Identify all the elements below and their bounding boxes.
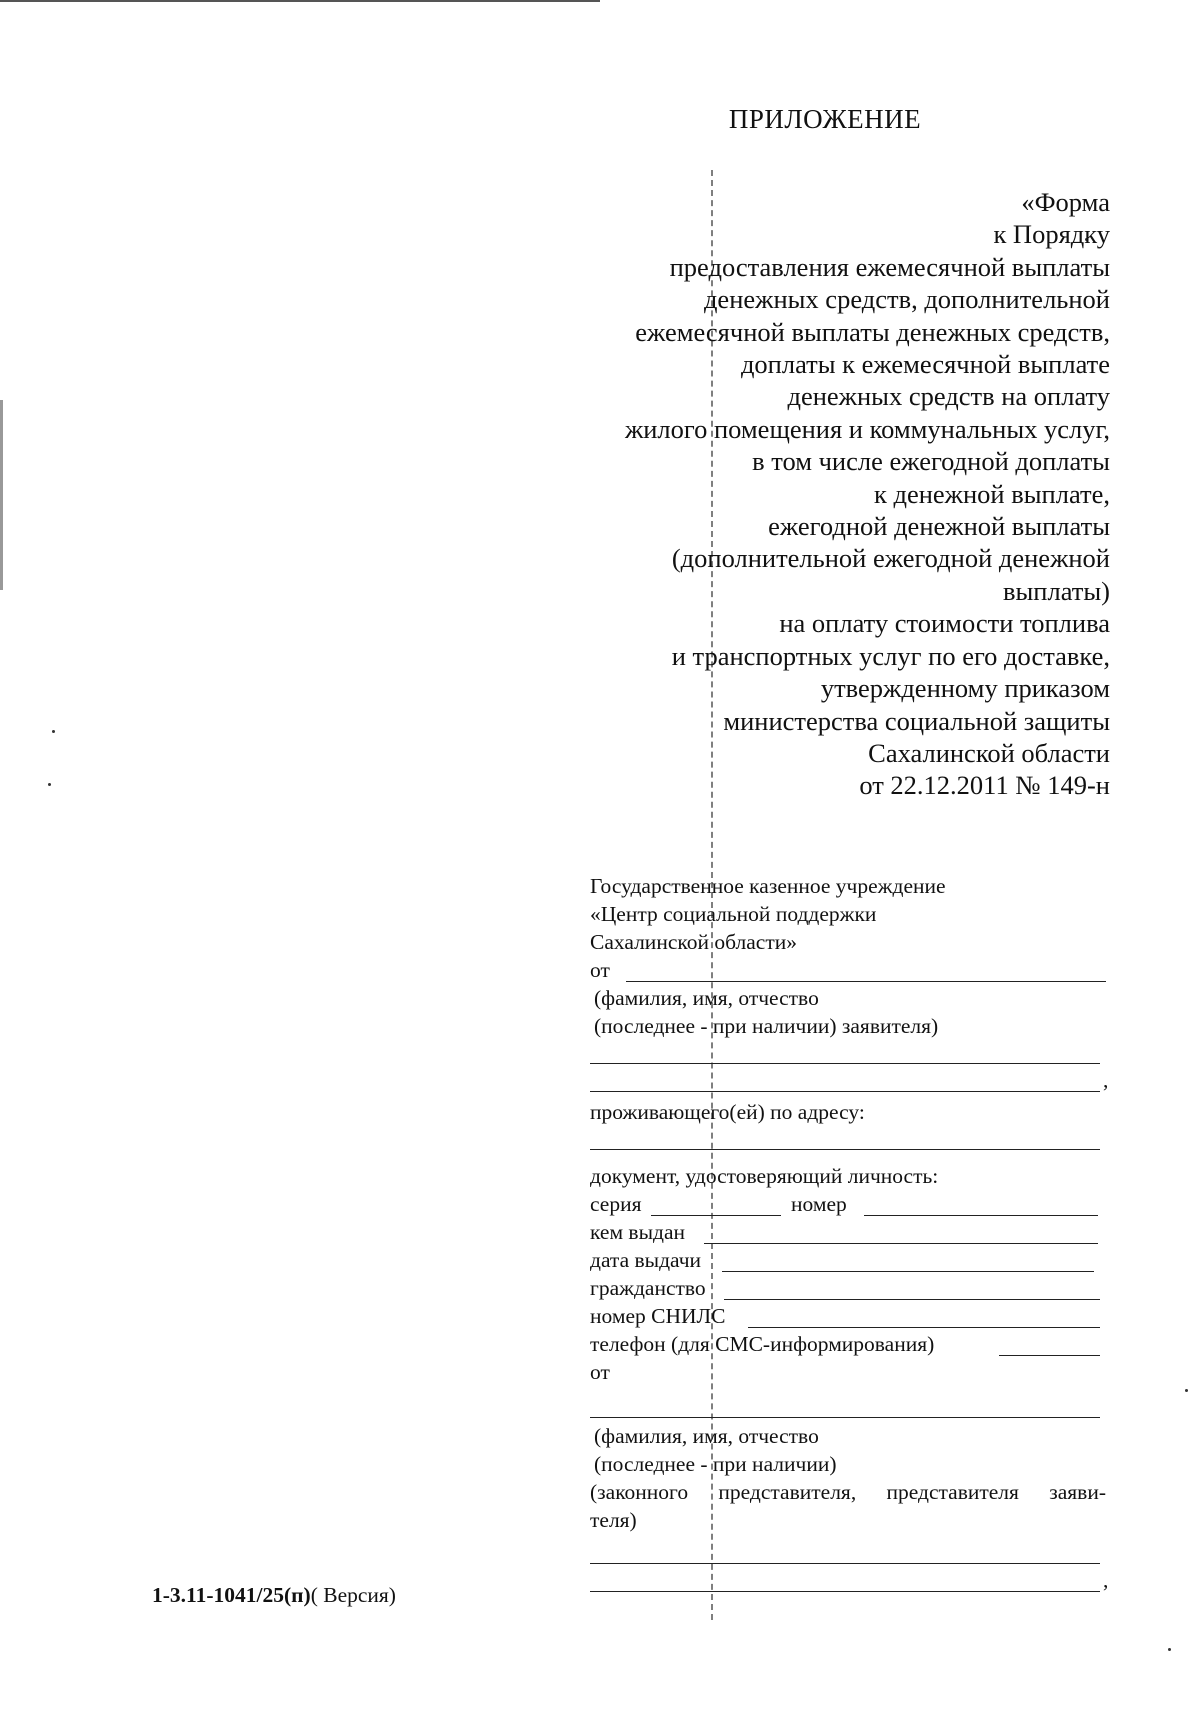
scan-speck <box>1185 1389 1188 1392</box>
header-line: утвержденному приказом <box>820 673 1110 704</box>
header-line: денежных средств на оплату <box>787 381 1110 412</box>
header-line: от 22.12.2011 № 149-н <box>859 770 1110 801</box>
id-document-label: документ, удостоверяющий личность: <box>590 1164 939 1188</box>
header-line: к денежной выплате, <box>873 478 1110 509</box>
snils-line[interactable] <box>748 1327 1100 1328</box>
header-line: Сахалинской области <box>868 737 1110 768</box>
applicant-name-line-2[interactable] <box>590 1039 1110 1067</box>
citizenship-line[interactable] <box>724 1299 1100 1300</box>
address-field[interactable] <box>590 1125 1110 1153</box>
scan-speck <box>52 730 55 733</box>
representative-hint-word: представителя <box>886 1480 1019 1504</box>
applicant-name-line-3[interactable] <box>590 1067 1110 1095</box>
document-code-number: 1-3.11-1041/25(п) <box>152 1583 311 1607</box>
header-line: денежных средств, дополнительной <box>703 284 1110 315</box>
representative-extra-line-2[interactable] <box>590 1567 1110 1595</box>
representative-hint-word: представителя, <box>718 1480 857 1504</box>
representative-name-field[interactable] <box>590 1393 1110 1421</box>
header-line: доплаты к ежемесячной выплате <box>740 349 1110 380</box>
representative-hint-word: заяви- <box>1049 1480 1106 1504</box>
comma-mark: , <box>1103 1568 1109 1592</box>
comma-mark: , <box>1103 1068 1109 1092</box>
header-line: предоставления ежемесячной выплаты <box>669 251 1110 282</box>
snils-field[interactable] <box>590 1303 1110 1331</box>
recipient-line: Государственное казенное учреждение <box>590 874 946 898</box>
series-number-field[interactable] <box>590 1191 1110 1219</box>
blank-line[interactable] <box>590 1063 1100 1064</box>
scan-edge-line <box>0 0 600 2</box>
number-line[interactable] <box>864 1215 1098 1216</box>
representative-hint-justified <box>590 1479 1106 1505</box>
applicant-hint: (последнее - при наличии) заявителя) <box>594 1014 939 1038</box>
representative-hint: (последнее - при наличии) <box>594 1452 837 1476</box>
recipient-line: Сахалинской области» <box>590 930 797 954</box>
citizenship-field[interactable] <box>590 1275 1110 1303</box>
issued-by-line[interactable] <box>704 1243 1098 1244</box>
document-code-version: ( Версия) <box>310 1583 396 1607</box>
document-heading: ПРИЛОЖЕНИЕ <box>728 104 922 134</box>
blank-line[interactable] <box>590 1591 1100 1592</box>
citizenship-label: гражданство <box>590 1276 706 1300</box>
blank-line[interactable] <box>590 1563 1100 1564</box>
issued-by-field[interactable] <box>590 1219 1110 1247</box>
header-line: ежегодной денежной выплаты <box>768 511 1110 542</box>
phone-line[interactable] <box>999 1355 1100 1356</box>
header-line: на оплату стоимости топлива <box>779 608 1110 639</box>
representative-hint: (фамилия, имя, отчество <box>594 1424 819 1448</box>
document-code <box>152 1583 396 1608</box>
scan-speck <box>1168 1648 1171 1651</box>
scan-left-edge <box>0 400 3 590</box>
series-label: серия <box>590 1192 642 1216</box>
applicant-name-line[interactable] <box>626 981 1106 982</box>
phone-field[interactable] <box>590 1331 1110 1359</box>
issue-date-field[interactable] <box>590 1247 1110 1275</box>
header-line: (дополнительной ежегодной денежной <box>671 543 1110 574</box>
recipient-line: «Центр социальной поддержки <box>590 902 877 926</box>
representative-name-line[interactable] <box>590 1417 1100 1418</box>
phone-label: телефон (для СМС-информирования) <box>590 1332 935 1356</box>
from-label-2: от <box>590 1360 610 1384</box>
header-line: к Порядку <box>993 219 1110 250</box>
representative-extra-line-1[interactable] <box>590 1539 1110 1567</box>
header-line: выплаты) <box>1002 575 1110 606</box>
header-line: и транспортных услуг по его доставке, <box>671 640 1110 671</box>
header-line: в том числе ежегодной доплаты <box>752 446 1110 477</box>
snils-label: номер СНИЛС <box>590 1304 726 1328</box>
header-reference-block <box>560 186 1110 802</box>
number-label: номер <box>791 1192 847 1216</box>
issue-date-line[interactable] <box>722 1271 1094 1272</box>
series-line[interactable] <box>651 1215 781 1216</box>
issued-by-label: кем выдан <box>590 1220 686 1244</box>
scan-speck <box>48 783 51 786</box>
applicant-hint: (фамилия, имя, отчество <box>594 986 819 1010</box>
blank-line[interactable] <box>590 1091 1100 1092</box>
header-line: министерства социальной защиты <box>723 705 1110 736</box>
header-line: «Форма <box>1021 187 1110 217</box>
representative-hint: теля) <box>590 1508 637 1532</box>
applicant-name-field[interactable] <box>590 957 1110 985</box>
representative-hint-word: (законного <box>590 1480 689 1504</box>
address-line[interactable] <box>590 1149 1100 1150</box>
from-label: от <box>590 958 610 982</box>
header-line: ежемесячной выплаты денежных средств, <box>635 316 1110 347</box>
issue-date-label: дата выдачи <box>590 1248 702 1272</box>
address-label: проживающего(ей) по адресу: <box>590 1100 865 1124</box>
header-line: жилого помещения и коммунальных услуг, <box>624 413 1110 444</box>
